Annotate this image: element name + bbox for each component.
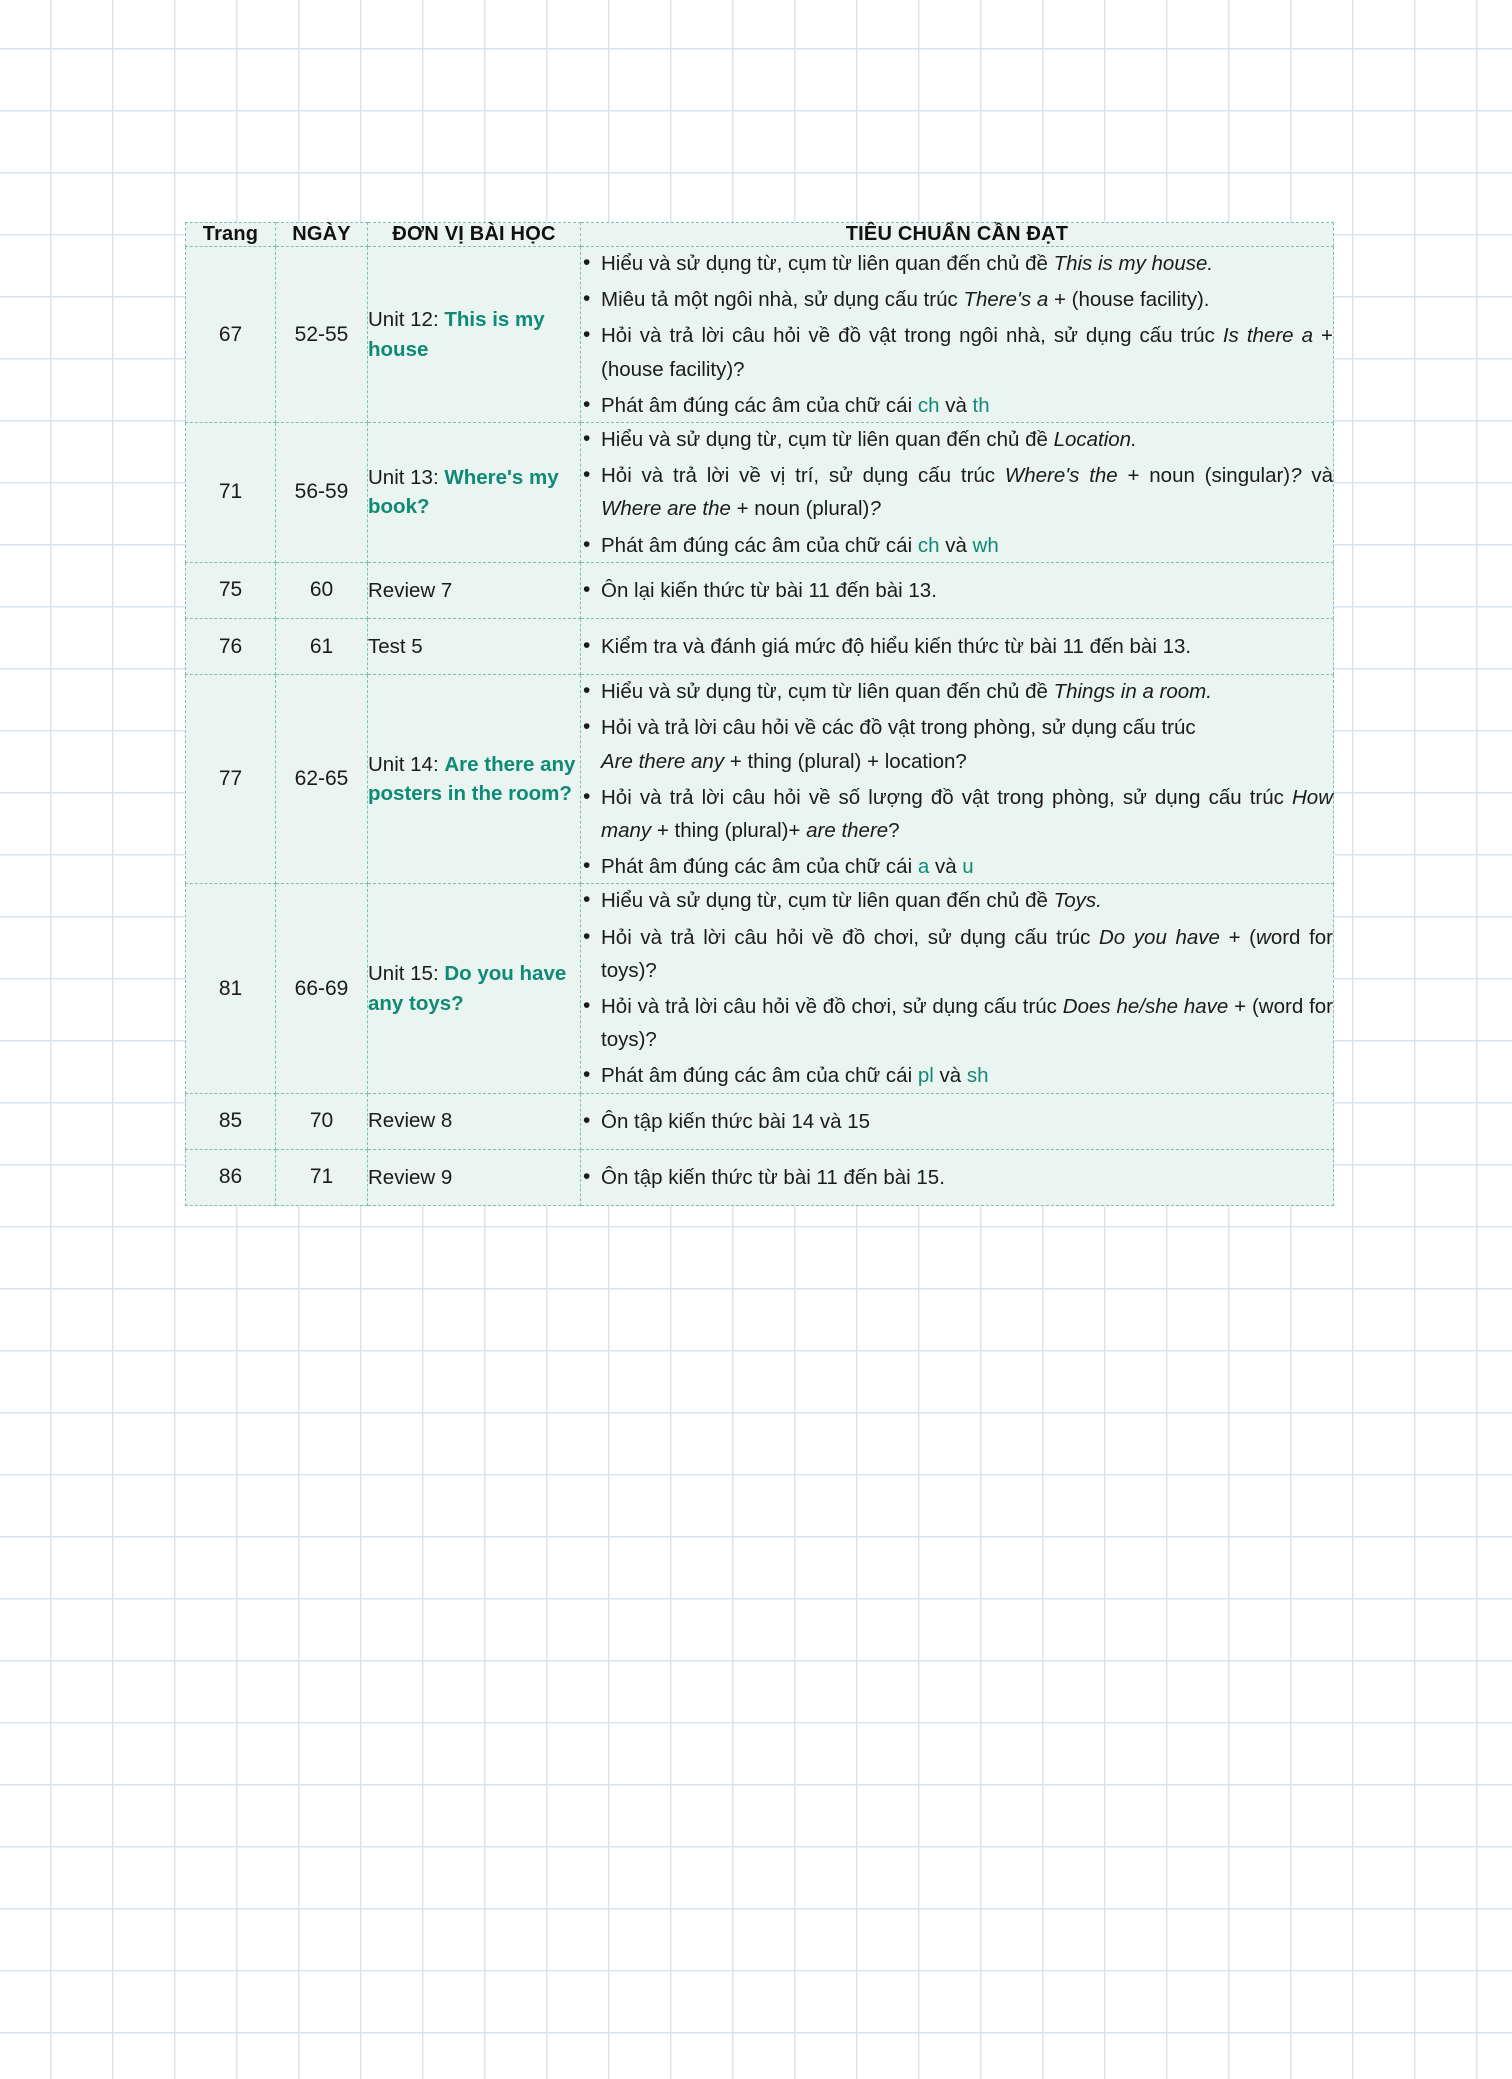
table-row bbox=[186, 1093, 1334, 1149]
cell-page: 67 bbox=[186, 247, 276, 423]
cell-standard bbox=[581, 675, 1334, 884]
cell-day: 61 bbox=[276, 619, 368, 675]
standard-list bbox=[581, 884, 1333, 1092]
syllabus-table bbox=[185, 222, 1334, 1206]
table-row bbox=[186, 562, 1334, 618]
header-unit: ĐƠN VỊ BÀI HỌC bbox=[368, 223, 581, 247]
standard-item: • Hỏi và trả lời câu hỏi về các đồ vật trong phòng, sử dụng cấu trúc Are there any + thing (plural) + location? bbox=[581, 711, 1333, 777]
cell-standard bbox=[581, 1093, 1334, 1149]
cell-page: 86 bbox=[186, 1149, 276, 1205]
standard-item: • Ôn lại kiến thức từ bài 11 đến bài 13. bbox=[581, 574, 1333, 607]
standard-item: • Hỏi và trả lời về vị trí, sử dụng cấu trúc Where's the + noun (singular)? và Where are the + noun (plural)? bbox=[581, 459, 1333, 525]
cell-day: 66-69 bbox=[276, 884, 368, 1093]
header-page: Trang bbox=[186, 223, 276, 247]
standard-item: • Phát âm đúng các âm của chữ cái pl và sh bbox=[581, 1059, 1333, 1092]
standard-item: • Kiểm tra và đánh giá mức độ hiểu kiến thức từ bài 11 đến bài 13. bbox=[581, 630, 1333, 663]
standard-item: • Hiểu và sử dụng từ, cụm từ liên quan đến chủ đề This is my house. bbox=[581, 247, 1333, 280]
cell-standard bbox=[581, 1149, 1334, 1205]
standard-item: • Phát âm đúng các âm của chữ cái ch và th bbox=[581, 389, 1333, 422]
standard-list bbox=[581, 1161, 1333, 1194]
table-header bbox=[186, 223, 1334, 247]
cell-unit: Unit 14: Are there any posters in the room? bbox=[368, 675, 581, 884]
cell-unit: Unit 12: This is my house bbox=[368, 247, 581, 423]
table-row bbox=[186, 884, 1334, 1093]
standard-item: • Hỏi và trả lời câu hỏi về đồ chơi, sử dụng cấu trúc Does he/she have + (word for toys)? bbox=[581, 990, 1333, 1056]
cell-unit: Unit 15: Do you have any toys? bbox=[368, 884, 581, 1093]
cell-unit: Unit 13: Where's my book? bbox=[368, 423, 581, 563]
cell-day: 62-65 bbox=[276, 675, 368, 884]
cell-day: 71 bbox=[276, 1149, 368, 1205]
cell-page: 85 bbox=[186, 1093, 276, 1149]
standard-item: • Miêu tả một ngôi nhà, sử dụng cấu trúc There's a + (house facility). bbox=[581, 283, 1333, 316]
cell-standard bbox=[581, 423, 1334, 563]
cell-unit: Review 9 bbox=[368, 1149, 581, 1205]
standard-item: • Hiểu và sử dụng từ, cụm từ liên quan đến chủ đề Location. bbox=[581, 423, 1333, 456]
standard-item: • Phát âm đúng các âm của chữ cái ch và wh bbox=[581, 529, 1333, 562]
standard-item: • Hỏi và trả lời câu hỏi về số lượng đồ vật trong phòng, sử dụng cấu trúc How many + thing (plural)+ are there? bbox=[581, 781, 1333, 847]
standard-list bbox=[581, 247, 1333, 422]
cell-unit: Review 7 bbox=[368, 562, 581, 618]
table-body bbox=[186, 247, 1334, 1206]
standard-item: • Ôn tập kiến thức từ bài 11 đến bài 15. bbox=[581, 1161, 1333, 1194]
cell-standard bbox=[581, 247, 1334, 423]
cell-standard bbox=[581, 562, 1334, 618]
table-row bbox=[186, 675, 1334, 884]
standard-list bbox=[581, 574, 1333, 607]
cell-unit: Test 5 bbox=[368, 619, 581, 675]
cell-page: 76 bbox=[186, 619, 276, 675]
table-row bbox=[186, 1149, 1334, 1205]
cell-day: 56-59 bbox=[276, 423, 368, 563]
cell-page: 75 bbox=[186, 562, 276, 618]
cell-standard bbox=[581, 884, 1334, 1093]
standard-item: • Hiểu và sử dụng từ, cụm từ liên quan đến chủ đề Things in a room. bbox=[581, 675, 1333, 708]
standard-item: • Phát âm đúng các âm của chữ cái a và u bbox=[581, 850, 1333, 883]
standard-list bbox=[581, 423, 1333, 562]
standard-list bbox=[581, 1105, 1333, 1138]
cell-unit: Review 8 bbox=[368, 1093, 581, 1149]
cell-page: 77 bbox=[186, 675, 276, 884]
standard-item: • Ôn tập kiến thức bài 14 và 15 bbox=[581, 1105, 1333, 1138]
standard-item: • Hiểu và sử dụng từ, cụm từ liên quan đến chủ đề Toys. bbox=[581, 884, 1333, 917]
cell-page: 81 bbox=[186, 884, 276, 1093]
table-row bbox=[186, 423, 1334, 563]
header-day: NGÀY bbox=[276, 223, 368, 247]
standard-list bbox=[581, 675, 1333, 883]
cell-day: 70 bbox=[276, 1093, 368, 1149]
standard-list bbox=[581, 630, 1333, 663]
standard-item: • Hỏi và trả lời câu hỏi về đồ vật trong ngôi nhà, sử dụng cấu trúc Is there a + (house facility)? bbox=[581, 319, 1333, 385]
cell-day: 60 bbox=[276, 562, 368, 618]
cell-standard bbox=[581, 619, 1334, 675]
cell-page: 71 bbox=[186, 423, 276, 563]
table-row bbox=[186, 619, 1334, 675]
header-standard: TIÊU CHUẨN CẦN ĐẠT bbox=[581, 223, 1334, 247]
table-row bbox=[186, 247, 1334, 423]
standard-item: • Hỏi và trả lời câu hỏi về đồ chơi, sử dụng cấu trúc Do you have + (word for toys)? bbox=[581, 921, 1333, 987]
cell-day: 52-55 bbox=[276, 247, 368, 423]
